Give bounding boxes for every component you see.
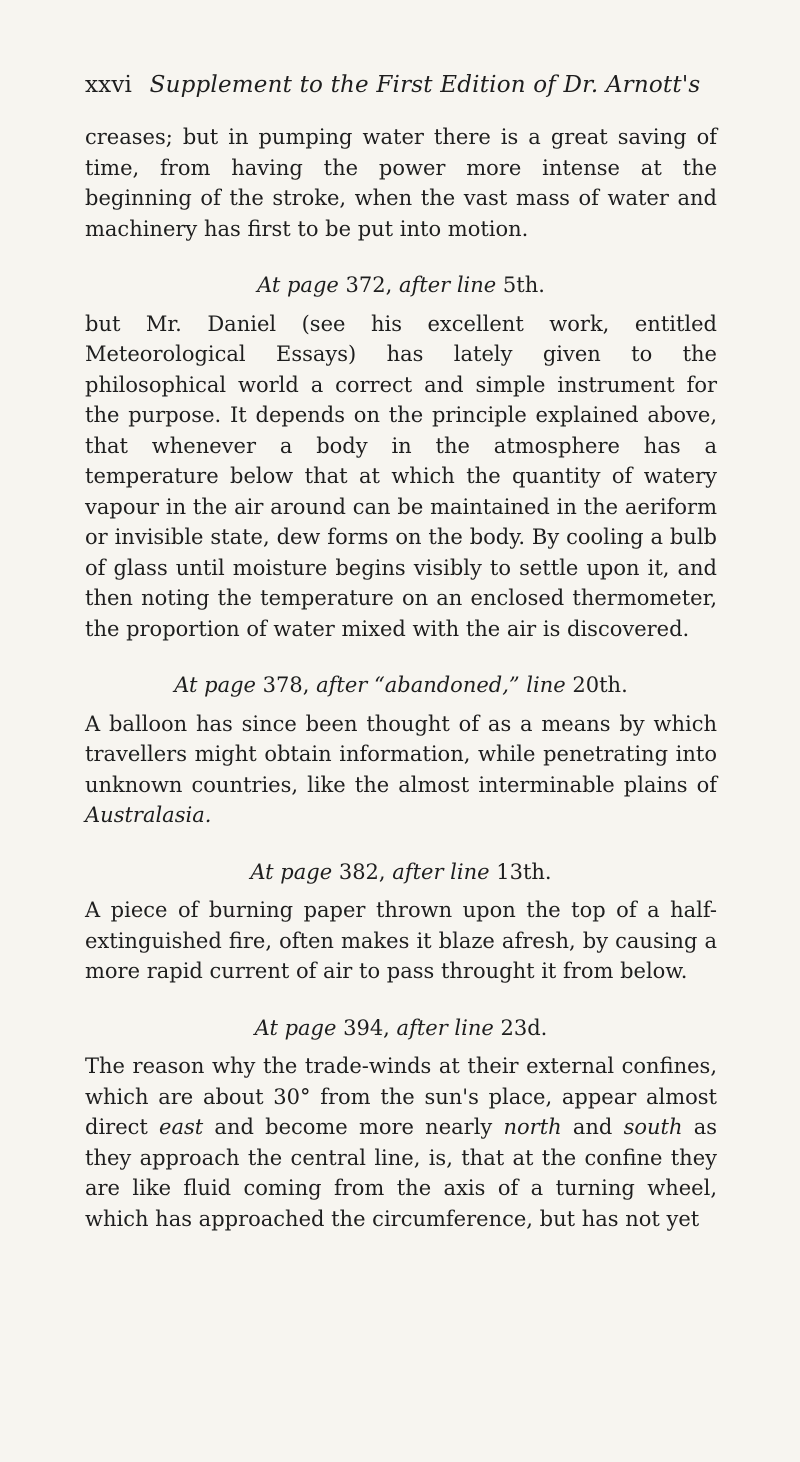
section-heading-372 [85,270,717,301]
heading-prefix: At page [254,1015,337,1040]
place-name-australasia: Australasia. [85,803,212,827]
heading-page: 382, [338,859,386,884]
heading-mid: after line [392,859,490,884]
paragraph-2: but Mr. Daniel (see his excellent work, entitled Meteorological Essays) has lately given to the philosophical world a correct and simple instrument for the purpose. It depends on the principle explained above, that whenever a body in the atmosphere has a temperature below that at which the quantity of watery vapour in the air around can be maintained in the aeriform or invisible state, dew forms on the body. By cooling a bulb of glass until moisture begins visibly to settle upon it, and then noting the temperature on an enclosed thermometer, the proportion of water mixed with the air is discovered. [85,311,717,641]
heading-line: 20th. [572,673,628,697]
paragraph-5 [85,1051,717,1234]
heading-line: 13th. [496,859,552,884]
heading-prefix: At page [250,859,333,884]
paragraph-3-text: A balloon has since been thought of as a means by which travellers might obtain information, while penetrating into unknown countries, like the almost interminable plains of [85,711,717,797]
paragraph-5-text-c: and [561,1115,624,1139]
heading-prefix: At page [174,673,256,697]
paragraph-5-text-b: and become more nearly [203,1115,504,1139]
paragraph-5-text-a: The reason why the trade-winds at their external confines, which are about 30° from the sun's place, appear almost direct [85,1054,717,1139]
paragraph-3 [85,709,717,831]
direction-south: south [623,1115,683,1139]
section-heading-378 [85,670,717,701]
section-heading-394 [85,1013,717,1044]
heading-page: 372, [345,273,393,297]
paragraph-1: creases; but in pumping water there is a great saving of time, from having the power more intense at the beginning of the stroke, when the vast mass of water and machinery has first to be put into motion. [85,125,717,241]
page-number: xxvi [85,72,133,98]
paragraph-4: A piece of burning paper thrown upon the top of a half-extinguished fire, often makes it blaze afresh, by causing a more rapid current of air to pass throught it from below. [85,898,717,983]
heading-line: 5th. [502,273,545,297]
running-head [85,72,700,98]
page-body [85,122,717,1234]
heading-page: 378, [262,673,310,697]
heading-mid: after line [396,1015,494,1040]
direction-north: north [503,1115,562,1139]
paragraph-5-text-d: as they approach the central line, is, that at the confine they are like fluid coming from the axis of a turning wheel, which has approached the circumference, but has not yet [85,1115,717,1231]
heading-page: 394, [343,1015,390,1040]
heading-prefix: At page [257,273,339,297]
heading-mid: after “abandoned,” line [316,673,566,697]
running-title: Supplement to the First Edition of Dr. Arnott's [149,72,701,98]
section-heading-382 [85,857,717,888]
heading-line: 23d. [500,1015,548,1040]
heading-mid: after line [398,273,497,297]
direction-east: east [159,1115,204,1139]
